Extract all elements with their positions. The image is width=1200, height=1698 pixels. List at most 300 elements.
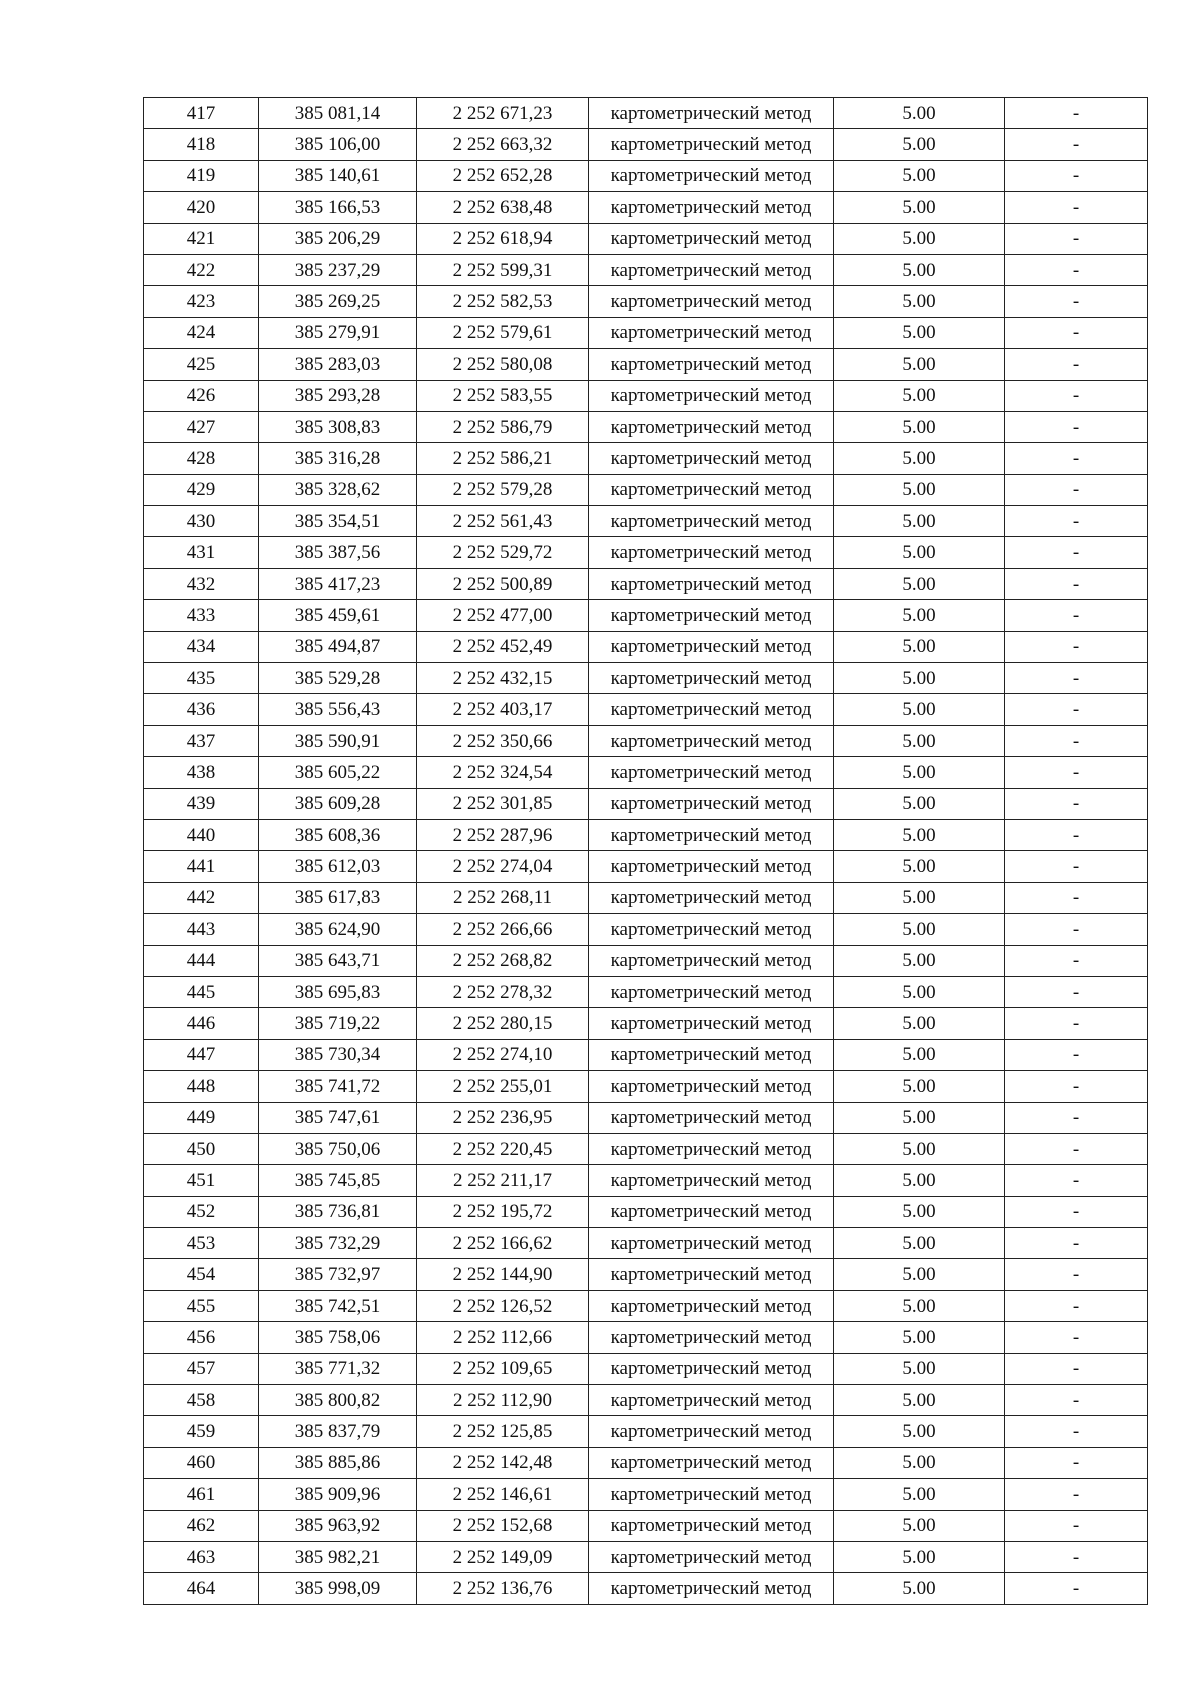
table-row [144,411,1148,442]
y-coordinate-cell: 2 252 220,45 [417,1133,589,1164]
accuracy-cell: 5.00 [834,411,1005,442]
method-cell: картометрический метод [589,1322,834,1353]
description-cell: - [1005,631,1148,662]
accuracy-cell: 5.00 [834,914,1005,945]
method-cell: картометрический метод [589,600,834,631]
description-cell: - [1005,914,1148,945]
x-coordinate-cell: 385 695,83 [259,976,417,1007]
point-number-cell: 444 [144,945,259,976]
y-coordinate-cell: 2 252 152,68 [417,1510,589,1541]
x-coordinate-cell: 385 624,90 [259,914,417,945]
accuracy-cell: 5.00 [834,882,1005,913]
table-row [144,1039,1148,1070]
table-row [144,757,1148,788]
description-cell: - [1005,757,1148,788]
description-cell: - [1005,1385,1148,1416]
method-cell: картометрический метод [589,129,834,160]
x-coordinate-cell: 385 609,28 [259,788,417,819]
x-coordinate-cell: 385 605,22 [259,757,417,788]
table-row [144,349,1148,380]
y-coordinate-cell: 2 252 638,48 [417,192,589,223]
method-cell: картометрический метод [589,254,834,285]
point-number-cell: 447 [144,1039,259,1070]
table-row [144,380,1148,411]
method-cell: картометрический метод [589,819,834,850]
y-coordinate-cell: 2 252 500,89 [417,568,589,599]
x-coordinate-cell: 385 750,06 [259,1133,417,1164]
table-row [144,1196,1148,1227]
y-coordinate-cell: 2 252 274,04 [417,851,589,882]
x-coordinate-cell: 385 387,56 [259,537,417,568]
y-coordinate-cell: 2 252 144,90 [417,1259,589,1290]
x-coordinate-cell: 385 206,29 [259,223,417,254]
accuracy-cell: 5.00 [834,694,1005,725]
y-coordinate-cell: 2 252 432,15 [417,663,589,694]
y-coordinate-cell: 2 252 236,95 [417,1102,589,1133]
table-row [144,1290,1148,1321]
method-cell: картометрический метод [589,1573,834,1604]
method-cell: картометрический метод [589,506,834,537]
x-coordinate-cell: 385 758,06 [259,1322,417,1353]
y-coordinate-cell: 2 252 652,28 [417,160,589,191]
table-row [144,1353,1148,1384]
x-coordinate-cell: 385 800,82 [259,1385,417,1416]
point-number-cell: 443 [144,914,259,945]
table-row [144,1071,1148,1102]
y-coordinate-cell: 2 252 663,32 [417,129,589,160]
point-number-cell: 440 [144,819,259,850]
description-cell: - [1005,1165,1148,1196]
method-cell: картометрический метод [589,192,834,223]
point-number-cell: 432 [144,568,259,599]
method-cell: картометрический метод [589,380,834,411]
y-coordinate-cell: 2 252 403,17 [417,694,589,725]
description-cell: - [1005,1133,1148,1164]
y-coordinate-cell: 2 252 126,52 [417,1290,589,1321]
method-cell: картометрический метод [589,1479,834,1510]
y-coordinate-cell: 2 252 142,48 [417,1447,589,1478]
x-coordinate-cell: 385 982,21 [259,1541,417,1572]
point-number-cell: 425 [144,349,259,380]
table-row [144,882,1148,913]
y-coordinate-cell: 2 252 136,76 [417,1573,589,1604]
table-row [144,788,1148,819]
table-row [144,725,1148,756]
y-coordinate-cell: 2 252 618,94 [417,223,589,254]
table-row [144,1447,1148,1478]
point-number-cell: 449 [144,1102,259,1133]
point-number-cell: 459 [144,1416,259,1447]
x-coordinate-cell: 385 741,72 [259,1071,417,1102]
table-row [144,819,1148,850]
description-cell: - [1005,129,1148,160]
accuracy-cell: 5.00 [834,129,1005,160]
table-row [144,1165,1148,1196]
table-row [144,1008,1148,1039]
coordinates-table [143,97,1148,1605]
x-coordinate-cell: 385 909,96 [259,1479,417,1510]
y-coordinate-cell: 2 252 112,66 [417,1322,589,1353]
y-coordinate-cell: 2 252 452,49 [417,631,589,662]
description-cell: - [1005,474,1148,505]
table-row [144,1102,1148,1133]
method-cell: картометрический метод [589,976,834,1007]
description-cell: - [1005,945,1148,976]
accuracy-cell: 5.00 [834,537,1005,568]
description-cell: - [1005,600,1148,631]
y-coordinate-cell: 2 252 529,72 [417,537,589,568]
point-number-cell: 424 [144,317,259,348]
accuracy-cell: 5.00 [834,474,1005,505]
point-number-cell: 441 [144,851,259,882]
y-coordinate-cell: 2 252 268,82 [417,945,589,976]
point-number-cell: 446 [144,1008,259,1039]
method-cell: картометрический метод [589,1353,834,1384]
table-row [144,1541,1148,1572]
table-row [144,1416,1148,1447]
x-coordinate-cell: 385 417,23 [259,568,417,599]
y-coordinate-cell: 2 252 274,10 [417,1039,589,1070]
y-coordinate-cell: 2 252 350,66 [417,725,589,756]
y-coordinate-cell: 2 252 580,08 [417,349,589,380]
method-cell: картометрический метод [589,788,834,819]
accuracy-cell: 5.00 [834,1228,1005,1259]
x-coordinate-cell: 385 745,85 [259,1165,417,1196]
table-row [144,286,1148,317]
table-row [144,600,1148,631]
point-number-cell: 463 [144,1541,259,1572]
method-cell: картометрический метод [589,568,834,599]
point-number-cell: 457 [144,1353,259,1384]
y-coordinate-cell: 2 252 583,55 [417,380,589,411]
y-coordinate-cell: 2 252 146,61 [417,1479,589,1510]
description-cell: - [1005,788,1148,819]
point-number-cell: 418 [144,129,259,160]
method-cell: картометрический метод [589,851,834,882]
point-number-cell: 420 [144,192,259,223]
y-coordinate-cell: 2 252 579,61 [417,317,589,348]
accuracy-cell: 5.00 [834,1447,1005,1478]
description-cell: - [1005,1573,1148,1604]
x-coordinate-cell: 385 736,81 [259,1196,417,1227]
description-cell: - [1005,725,1148,756]
accuracy-cell: 5.00 [834,254,1005,285]
table-row [144,254,1148,285]
description-cell: - [1005,1510,1148,1541]
accuracy-cell: 5.00 [834,380,1005,411]
y-coordinate-cell: 2 252 266,66 [417,914,589,945]
x-coordinate-cell: 385 590,91 [259,725,417,756]
x-coordinate-cell: 385 730,34 [259,1039,417,1070]
table-row [144,631,1148,662]
y-coordinate-cell: 2 252 211,17 [417,1165,589,1196]
table-row [144,1479,1148,1510]
method-cell: картометрический метод [589,725,834,756]
point-number-cell: 436 [144,694,259,725]
y-coordinate-cell: 2 252 579,28 [417,474,589,505]
x-coordinate-cell: 385 837,79 [259,1416,417,1447]
description-cell: - [1005,1259,1148,1290]
method-cell: картометрический метод [589,1541,834,1572]
point-number-cell: 423 [144,286,259,317]
point-number-cell: 430 [144,506,259,537]
y-coordinate-cell: 2 252 477,00 [417,600,589,631]
method-cell: картометрический метод [589,1008,834,1039]
method-cell: картометрический метод [589,286,834,317]
description-cell: - [1005,1290,1148,1321]
accuracy-cell: 5.00 [834,663,1005,694]
method-cell: картометрический метод [589,160,834,191]
accuracy-cell: 5.00 [834,1259,1005,1290]
y-coordinate-cell: 2 252 195,72 [417,1196,589,1227]
method-cell: картометрический метод [589,223,834,254]
method-cell: картометрический метод [589,1133,834,1164]
accuracy-cell: 5.00 [834,223,1005,254]
description-cell: - [1005,317,1148,348]
point-number-cell: 419 [144,160,259,191]
y-coordinate-cell: 2 252 582,53 [417,286,589,317]
table-row [144,1385,1148,1416]
method-cell: картометрический метод [589,1228,834,1259]
y-coordinate-cell: 2 252 109,65 [417,1353,589,1384]
method-cell: картометрический метод [589,945,834,976]
description-cell: - [1005,506,1148,537]
accuracy-cell: 5.00 [834,600,1005,631]
method-cell: картометрический метод [589,1290,834,1321]
accuracy-cell: 5.00 [834,98,1005,129]
table-row [144,568,1148,599]
x-coordinate-cell: 385 612,03 [259,851,417,882]
method-cell: картометрический метод [589,757,834,788]
x-coordinate-cell: 385 556,43 [259,694,417,725]
x-coordinate-cell: 385 166,53 [259,192,417,223]
method-cell: картометрический метод [589,1510,834,1541]
accuracy-cell: 5.00 [834,1165,1005,1196]
point-number-cell: 439 [144,788,259,819]
accuracy-cell: 5.00 [834,568,1005,599]
description-cell: - [1005,663,1148,694]
x-coordinate-cell: 385 643,71 [259,945,417,976]
accuracy-cell: 5.00 [834,631,1005,662]
x-coordinate-cell: 385 732,97 [259,1259,417,1290]
method-cell: картометрический метод [589,663,834,694]
point-number-cell: 464 [144,1573,259,1604]
method-cell: картометрический метод [589,349,834,380]
y-coordinate-cell: 2 252 301,85 [417,788,589,819]
accuracy-cell: 5.00 [834,1133,1005,1164]
description-cell: - [1005,1228,1148,1259]
method-cell: картометрический метод [589,537,834,568]
table-row [144,851,1148,882]
accuracy-cell: 5.00 [834,286,1005,317]
table-row [144,945,1148,976]
point-number-cell: 417 [144,98,259,129]
accuracy-cell: 5.00 [834,1510,1005,1541]
x-coordinate-cell: 385 269,25 [259,286,417,317]
point-number-cell: 453 [144,1228,259,1259]
method-cell: картометрический метод [589,1259,834,1290]
y-coordinate-cell: 2 252 255,01 [417,1071,589,1102]
accuracy-cell: 5.00 [834,349,1005,380]
point-number-cell: 455 [144,1290,259,1321]
description-cell: - [1005,537,1148,568]
x-coordinate-cell: 385 885,86 [259,1447,417,1478]
table-row [144,976,1148,1007]
accuracy-cell: 5.00 [834,1290,1005,1321]
accuracy-cell: 5.00 [834,1196,1005,1227]
table-row [144,1228,1148,1259]
description-cell: - [1005,1102,1148,1133]
table-row [144,694,1148,725]
method-cell: картометрический метод [589,694,834,725]
description-cell: - [1005,568,1148,599]
x-coordinate-cell: 385 293,28 [259,380,417,411]
accuracy-cell: 5.00 [834,1322,1005,1353]
point-number-cell: 461 [144,1479,259,1510]
table-row [144,1133,1148,1164]
point-number-cell: 426 [144,380,259,411]
description-cell: - [1005,1479,1148,1510]
x-coordinate-cell: 385 732,29 [259,1228,417,1259]
point-number-cell: 434 [144,631,259,662]
point-number-cell: 429 [144,474,259,505]
table-row [144,129,1148,160]
point-number-cell: 456 [144,1322,259,1353]
x-coordinate-cell: 385 237,29 [259,254,417,285]
x-coordinate-cell: 385 963,92 [259,1510,417,1541]
x-coordinate-cell: 385 081,14 [259,98,417,129]
method-cell: картометрический метод [589,1102,834,1133]
x-coordinate-cell: 385 316,28 [259,443,417,474]
x-coordinate-cell: 385 771,32 [259,1353,417,1384]
x-coordinate-cell: 385 283,03 [259,349,417,380]
method-cell: картометрический метод [589,914,834,945]
x-coordinate-cell: 385 328,62 [259,474,417,505]
point-number-cell: 438 [144,757,259,788]
table-row [144,223,1148,254]
description-cell: - [1005,1447,1148,1478]
accuracy-cell: 5.00 [834,757,1005,788]
method-cell: картометрический метод [589,1165,834,1196]
point-number-cell: 435 [144,663,259,694]
table-row [144,537,1148,568]
accuracy-cell: 5.00 [834,1071,1005,1102]
y-coordinate-cell: 2 252 112,90 [417,1385,589,1416]
coordinates-table-body [144,98,1148,1605]
description-cell: - [1005,1008,1148,1039]
accuracy-cell: 5.00 [834,317,1005,348]
description-cell: - [1005,1322,1148,1353]
point-number-cell: 452 [144,1196,259,1227]
x-coordinate-cell: 385 998,09 [259,1573,417,1604]
accuracy-cell: 5.00 [834,1385,1005,1416]
table-row [144,98,1148,129]
point-number-cell: 421 [144,223,259,254]
accuracy-cell: 5.00 [834,976,1005,1007]
y-coordinate-cell: 2 252 125,85 [417,1416,589,1447]
y-coordinate-cell: 2 252 599,31 [417,254,589,285]
point-number-cell: 451 [144,1165,259,1196]
method-cell: картометрический метод [589,1447,834,1478]
description-cell: - [1005,192,1148,223]
y-coordinate-cell: 2 252 278,32 [417,976,589,1007]
accuracy-cell: 5.00 [834,160,1005,191]
y-coordinate-cell: 2 252 268,11 [417,882,589,913]
method-cell: картометрический метод [589,1385,834,1416]
point-number-cell: 442 [144,882,259,913]
method-cell: картометрический метод [589,631,834,662]
table-row [144,474,1148,505]
description-cell: - [1005,98,1148,129]
accuracy-cell: 5.00 [834,443,1005,474]
accuracy-cell: 5.00 [834,725,1005,756]
x-coordinate-cell: 385 747,61 [259,1102,417,1133]
point-number-cell: 428 [144,443,259,474]
x-coordinate-cell: 385 459,61 [259,600,417,631]
table-row [144,914,1148,945]
method-cell: картометрический метод [589,1039,834,1070]
accuracy-cell: 5.00 [834,1353,1005,1384]
description-cell: - [1005,160,1148,191]
description-cell: - [1005,1416,1148,1447]
point-number-cell: 450 [144,1133,259,1164]
point-number-cell: 437 [144,725,259,756]
x-coordinate-cell: 385 279,91 [259,317,417,348]
method-cell: картометрический метод [589,411,834,442]
description-cell: - [1005,1071,1148,1102]
accuracy-cell: 5.00 [834,851,1005,882]
point-number-cell: 422 [144,254,259,285]
description-cell: - [1005,882,1148,913]
x-coordinate-cell: 385 617,83 [259,882,417,913]
description-cell: - [1005,694,1148,725]
point-number-cell: 458 [144,1385,259,1416]
y-coordinate-cell: 2 252 671,23 [417,98,589,129]
x-coordinate-cell: 385 494,87 [259,631,417,662]
table-row [144,663,1148,694]
accuracy-cell: 5.00 [834,819,1005,850]
point-number-cell: 433 [144,600,259,631]
method-cell: картометрический метод [589,1416,834,1447]
description-cell: - [1005,286,1148,317]
y-coordinate-cell: 2 252 324,54 [417,757,589,788]
description-cell: - [1005,254,1148,285]
table-row [144,160,1148,191]
accuracy-cell: 5.00 [834,1479,1005,1510]
description-cell: - [1005,223,1148,254]
description-cell: - [1005,976,1148,1007]
description-cell: - [1005,819,1148,850]
x-coordinate-cell: 385 140,61 [259,160,417,191]
y-coordinate-cell: 2 252 280,15 [417,1008,589,1039]
table-row [144,443,1148,474]
description-cell: - [1005,411,1148,442]
description-cell: - [1005,1541,1148,1572]
description-cell: - [1005,1353,1148,1384]
accuracy-cell: 5.00 [834,1102,1005,1133]
table-row [144,1573,1148,1604]
accuracy-cell: 5.00 [834,1541,1005,1572]
table-row [144,317,1148,348]
y-coordinate-cell: 2 252 586,79 [417,411,589,442]
description-cell: - [1005,851,1148,882]
point-number-cell: 448 [144,1071,259,1102]
accuracy-cell: 5.00 [834,945,1005,976]
accuracy-cell: 5.00 [834,1039,1005,1070]
x-coordinate-cell: 385 308,83 [259,411,417,442]
accuracy-cell: 5.00 [834,1416,1005,1447]
accuracy-cell: 5.00 [834,506,1005,537]
